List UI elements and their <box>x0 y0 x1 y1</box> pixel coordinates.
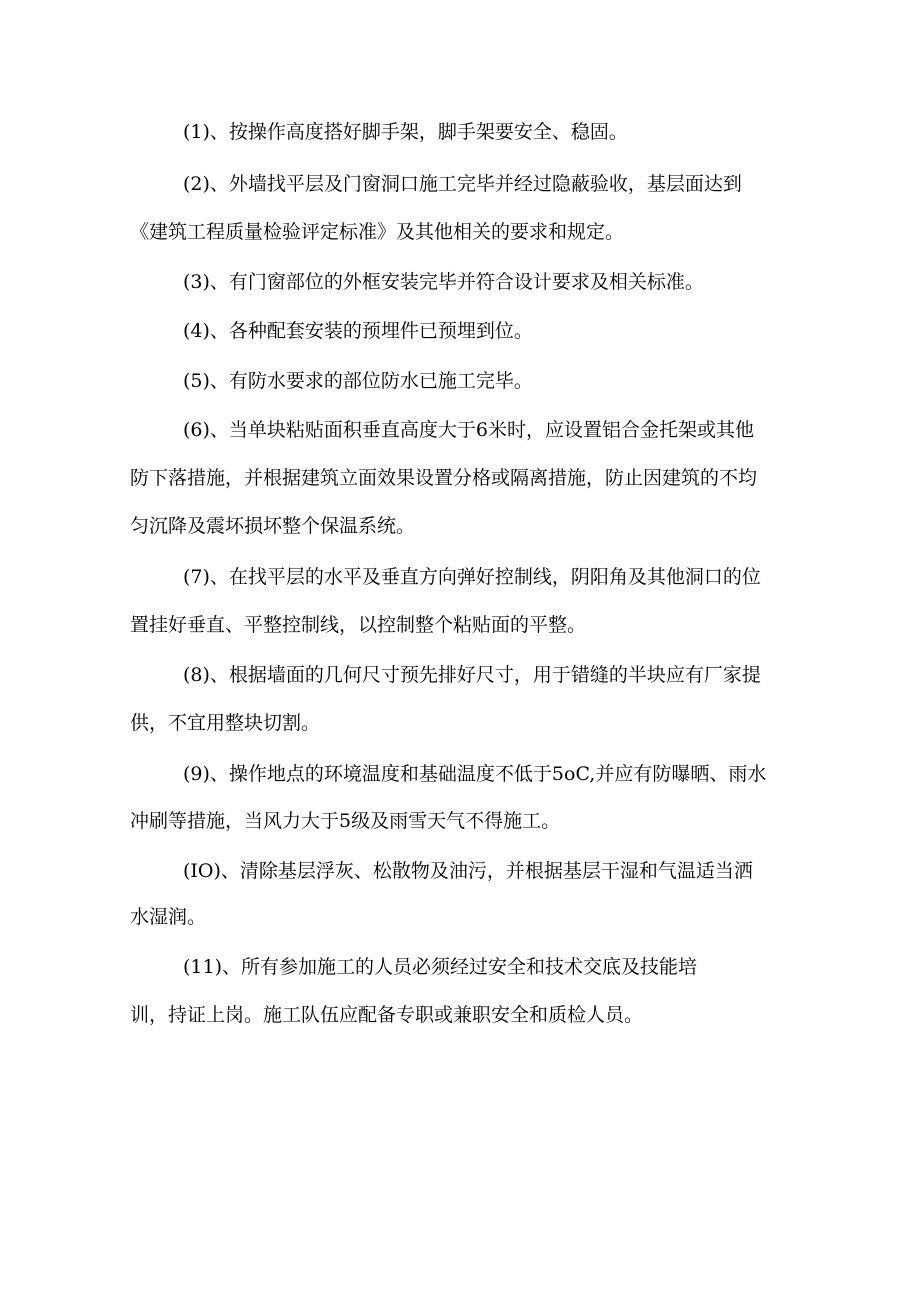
text-line: 匀沉降及震坏损坏整个保温系统。 <box>130 515 416 537</box>
text-line: (5)、有防水要求的部位防水已施工完毕。 <box>183 370 533 392</box>
text-line: (3)、有门窗部位的外框安装完毕并符合设计要求及相关标准。 <box>183 271 704 293</box>
text-line: (7)、在找平层的水平及垂直方向弹好控制线，阴阳角及其他洞口的位 <box>183 566 761 588</box>
text-line: 置挂好垂直、平整控制线，以控制整个粘贴面的平整。 <box>130 614 587 636</box>
text-line: 供，不宜用整块切割。 <box>130 712 321 734</box>
text-line: (1)、按操作高度搭好脚手架，脚手架要安全、稳固。 <box>183 121 628 143</box>
text-line: (9)、操作地点的环境温度和基础温度不低于5oC,并应有防曝晒、雨水 <box>183 763 767 785</box>
text-line: (4)、各种配套安装的预埋件已预埋到位。 <box>183 320 533 342</box>
text-line: 《建筑工程质量检验评定标准》及其他相关的要求和规定。 <box>130 221 625 243</box>
text-line: (6)、当单块粘贴面积垂直高度大于6米时，应设置铝合金托架或其他 <box>183 419 755 441</box>
text-line: 冲刷等措施，当风力大于5级及雨雪天气不得施工。 <box>130 810 561 832</box>
text-line: 训，持证上岗。施工队伍应配备专职或兼职安全和质检人员。 <box>130 1004 644 1026</box>
text-line: (8)、根据墙面的几何尺寸预先排好尺寸，用于错缝的半块应有厂家提 <box>183 664 761 686</box>
text-line: 防下落措施，并根据建筑立面效果设置分格或隔离措施，防止因建筑的不均 <box>130 467 758 489</box>
text-line: (2)、外墙找平层及门窗洞口施工完毕并经过隐蔽验收，基层面达到 <box>183 173 742 195</box>
text-line: (IO)、清除基层浮灰、松散物及油污，并根据基层干湿和气温适当洒 <box>183 860 753 882</box>
text-line: (11)、所有参加施工的人员必须经过安全和技术交底及技能培 <box>183 956 698 978</box>
text-line: 水湿润。 <box>130 906 207 928</box>
